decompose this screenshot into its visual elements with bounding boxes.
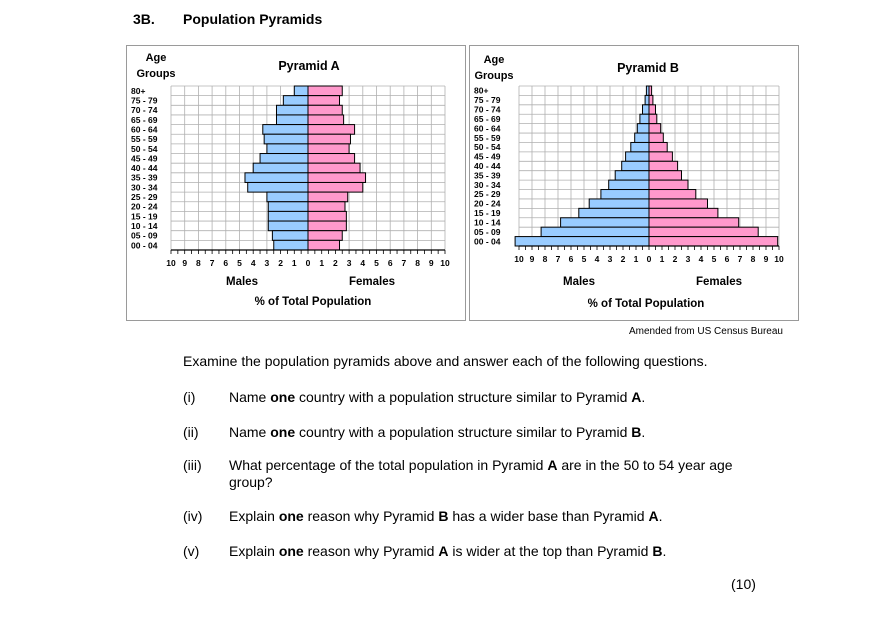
question-text — [229, 457, 769, 491]
female-bar — [649, 95, 653, 104]
x-tick-label: 0 — [305, 258, 311, 268]
male-bar — [276, 105, 308, 115]
female-bar — [308, 105, 342, 115]
question-fragment: Explain — [229, 543, 279, 559]
question-fragment: . — [658, 508, 663, 524]
male-bar — [253, 163, 308, 173]
question-fragment: Explain — [229, 508, 279, 524]
question-fragment: Name — [229, 389, 271, 405]
male-bar — [515, 237, 649, 246]
x-tick-label: 6 — [223, 258, 229, 268]
x-tick-label: 3 — [264, 258, 270, 268]
female-bar — [649, 133, 663, 142]
pyramid-b-chart — [470, 46, 798, 320]
male-bar — [635, 133, 649, 142]
x-tick-label: 6 — [568, 254, 574, 264]
question-number: (ii) — [183, 424, 199, 440]
x-tick-label: 5 — [581, 254, 587, 264]
x-tick-label: 10 — [774, 254, 784, 264]
male-bar — [268, 202, 308, 212]
x-tick-label: 4 — [360, 258, 366, 268]
instructions: Examine the population pyramids above and answer each of the following questions. — [183, 353, 708, 369]
question-fragment: country with a population structure similar to Pyramid — [295, 389, 632, 405]
female-bar — [308, 96, 340, 106]
emphasis-text: B — [652, 543, 663, 559]
age-group-label: 60 - 64 — [131, 124, 158, 135]
female-bar — [649, 142, 667, 151]
age-group-label: 15 - 19 — [474, 208, 501, 219]
x-tick-label: 4 — [594, 254, 600, 264]
female-bar — [649, 124, 661, 133]
x-tick-label: 5 — [711, 254, 717, 264]
age-group-label: 10 - 14 — [474, 217, 501, 228]
pyramid-a-chart — [127, 46, 465, 320]
question-text — [229, 543, 769, 560]
female-bar — [649, 114, 657, 123]
male-bar — [260, 154, 308, 164]
emphasis-text: A — [547, 457, 558, 473]
male-bar — [601, 190, 649, 199]
question-text — [229, 424, 769, 441]
question-text — [229, 389, 769, 406]
question-fragment: is wider at the top than Pyramid — [448, 543, 653, 559]
x-tick-label: 0 — [646, 254, 652, 264]
age-group-label: 80+ — [474, 85, 489, 96]
age-group-label: 65 - 69 — [474, 113, 501, 124]
female-bar — [649, 161, 678, 170]
male-bar — [609, 180, 649, 189]
x-tick-label: 9 — [529, 254, 535, 264]
male-bar — [631, 142, 649, 151]
x-tick-label: 8 — [750, 254, 756, 264]
x-tick-label: 4 — [698, 254, 704, 264]
age-group-label: 45 - 49 — [131, 153, 158, 164]
male-bar — [643, 105, 650, 114]
female-bar — [649, 227, 758, 236]
age-group-label: 70 - 74 — [131, 105, 158, 116]
x-tick-label: 1 — [633, 254, 639, 264]
chart-title: Pyramid B — [617, 61, 679, 75]
emphasis-text: A — [631, 389, 642, 405]
age-group-label: 30 - 34 — [474, 179, 501, 190]
y-axis-title: Age — [483, 54, 505, 66]
question-number: (iii) — [183, 457, 202, 473]
age-group-label: 45 - 49 — [474, 151, 501, 162]
x-tick-label: 3 — [685, 254, 691, 264]
female-bar — [308, 202, 345, 212]
age-group-label: 35 - 39 — [131, 172, 158, 183]
age-group-label: 25 - 29 — [131, 192, 158, 203]
age-group-label: 20 - 24 — [474, 198, 501, 209]
age-group-label: 35 - 39 — [474, 170, 501, 181]
question-fragment: reason why Pyramid — [303, 508, 439, 524]
females-label: Females — [348, 276, 396, 288]
x-tick-label: 3 — [346, 258, 352, 268]
x-tick-label: 2 — [333, 258, 338, 268]
male-bar — [263, 125, 308, 135]
emphasis-text: A — [438, 543, 449, 559]
age-group-label: 20 - 24 — [131, 201, 158, 212]
x-tick-label: 8 — [415, 258, 420, 268]
x-tick-label: 10 — [440, 258, 450, 268]
female-bar — [308, 182, 363, 192]
question-number: 3B. — [133, 11, 155, 27]
question-number: (v) — [183, 543, 200, 559]
males-label: Males — [563, 276, 595, 288]
x-tick-label: 4 — [250, 258, 256, 268]
age-group-label: 70 - 74 — [474, 104, 501, 115]
female-bar — [649, 180, 688, 189]
x-axis-label: % of Total Population — [254, 296, 372, 308]
section-title: Population Pyramids — [183, 11, 323, 27]
age-group-label: 55 - 59 — [131, 134, 158, 145]
male-bar — [248, 182, 308, 192]
female-bar — [308, 240, 340, 250]
males-label: Males — [226, 276, 258, 288]
male-bar — [294, 86, 308, 96]
male-bar — [264, 134, 308, 144]
x-tick-label: 9 — [182, 258, 188, 268]
age-group-label: 80+ — [131, 85, 146, 96]
female-bar — [308, 211, 346, 221]
x-tick-label: 8 — [542, 254, 548, 264]
y-axis-title: Age — [145, 52, 167, 64]
pyramid-b-panel — [469, 45, 799, 321]
question-fragment: country with a population structure similar to Pyramid — [295, 424, 632, 440]
female-bar — [649, 86, 652, 95]
emphasis-text: one — [270, 424, 296, 440]
female-bar — [308, 134, 350, 144]
age-group-label: 10 - 14 — [131, 220, 158, 231]
age-group-label: 75 - 79 — [131, 95, 158, 106]
x-tick-label: 1 — [291, 258, 297, 268]
male-bar — [637, 124, 649, 133]
female-bar — [308, 144, 349, 154]
female-bar — [308, 115, 344, 125]
age-group-label: 50 - 54 — [474, 142, 501, 153]
female-bar — [649, 190, 696, 199]
age-group-label: 25 - 29 — [474, 189, 501, 200]
question-fragment: has a wider base than Pyramid — [448, 508, 649, 524]
emphasis-text: A — [648, 508, 659, 524]
male-bar — [268, 221, 308, 231]
male-bar — [622, 161, 649, 170]
female-bar — [308, 221, 346, 231]
male-bar — [267, 144, 308, 154]
female-bar — [308, 125, 355, 135]
y-axis-title: Groups — [136, 68, 176, 80]
female-bar — [649, 218, 739, 227]
x-tick-label: 6 — [387, 258, 393, 268]
male-bar — [541, 227, 649, 236]
x-tick-label: 1 — [319, 258, 325, 268]
female-bar — [308, 86, 342, 96]
x-tick-label: 5 — [237, 258, 242, 268]
male-bar — [615, 171, 649, 180]
question-fragment: are in the 50 to 54 year age group? — [229, 457, 733, 490]
x-tick-label: 2 — [672, 254, 678, 264]
pyramid-a-panel — [126, 45, 466, 321]
age-group-label: 75 - 79 — [474, 95, 501, 106]
male-bar — [274, 240, 308, 250]
female-bar — [649, 171, 682, 180]
female-bar — [649, 199, 708, 208]
female-bar — [649, 208, 718, 217]
female-bar — [308, 173, 366, 183]
female-bar — [308, 231, 342, 241]
x-tick-label: 3 — [607, 254, 613, 264]
emphasis-text: B — [438, 508, 449, 524]
x-tick-label: 8 — [196, 258, 201, 268]
question-number: (iv) — [183, 508, 203, 524]
x-tick-label: 10 — [166, 258, 176, 268]
male-bar — [276, 115, 308, 125]
male-bar — [640, 114, 649, 123]
x-tick-label: 9 — [428, 258, 434, 268]
x-tick-label: 10 — [514, 254, 524, 264]
x-tick-label: 9 — [763, 254, 769, 264]
female-bar — [649, 152, 672, 161]
age-group-label: 65 - 69 — [131, 114, 158, 125]
female-bar — [308, 192, 348, 202]
male-bar — [272, 231, 308, 241]
male-bar — [283, 96, 308, 106]
source-note: Amended from US Census Bureau — [629, 326, 783, 337]
question-fragment: Name — [229, 424, 271, 440]
x-axis-label: % of Total Population — [587, 298, 705, 310]
male-bar — [245, 173, 308, 183]
y-axis-title: Groups — [474, 70, 514, 82]
x-tick-label: 2 — [278, 258, 283, 268]
age-group-label: 30 - 34 — [131, 182, 158, 193]
female-bar — [308, 163, 360, 173]
female-bar — [649, 237, 778, 246]
x-tick-label: 6 — [724, 254, 730, 264]
age-group-label: 40 - 44 — [131, 163, 158, 174]
question-fragment: . — [641, 389, 646, 405]
marks-total: (10) — [731, 576, 756, 592]
x-tick-label: 7 — [209, 258, 215, 268]
age-group-label: 05 - 09 — [474, 226, 501, 237]
question-fragment: . — [641, 424, 646, 440]
females-label: Females — [695, 276, 743, 288]
question-fragment: reason why Pyramid — [303, 543, 439, 559]
emphasis-text: B — [631, 424, 642, 440]
age-group-label: 60 - 64 — [474, 123, 501, 134]
x-tick-label: 5 — [374, 258, 379, 268]
x-tick-label: 7 — [401, 258, 407, 268]
emphasis-text: one — [278, 508, 304, 524]
male-bar — [561, 218, 649, 227]
female-bar — [308, 154, 355, 164]
age-group-label: 50 - 54 — [131, 143, 158, 154]
male-bar — [626, 152, 649, 161]
x-tick-label: 7 — [555, 254, 561, 264]
age-group-label: 00 - 04 — [131, 240, 158, 251]
age-group-label: 05 - 09 — [131, 230, 158, 241]
male-bar — [645, 95, 649, 104]
question-fragment: . — [662, 543, 667, 559]
question-fragment: What percentage of the total population in Pyramid — [229, 457, 548, 473]
male-bar — [267, 192, 308, 202]
emphasis-text: one — [270, 389, 296, 405]
age-group-label: 00 - 04 — [474, 236, 501, 247]
x-tick-label: 7 — [737, 254, 743, 264]
question-text — [229, 508, 769, 525]
age-group-label: 55 - 59 — [474, 132, 501, 143]
female-bar — [649, 105, 656, 114]
age-group-label: 15 - 19 — [131, 211, 158, 222]
emphasis-text: one — [278, 543, 304, 559]
male-bar — [579, 208, 649, 217]
male-bar — [268, 211, 308, 221]
x-tick-label: 1 — [659, 254, 665, 264]
chart-title: Pyramid A — [278, 59, 340, 73]
question-number: (i) — [183, 389, 196, 405]
age-group-label: 40 - 44 — [474, 161, 501, 172]
x-tick-label: 2 — [620, 254, 626, 264]
male-bar — [589, 199, 649, 208]
